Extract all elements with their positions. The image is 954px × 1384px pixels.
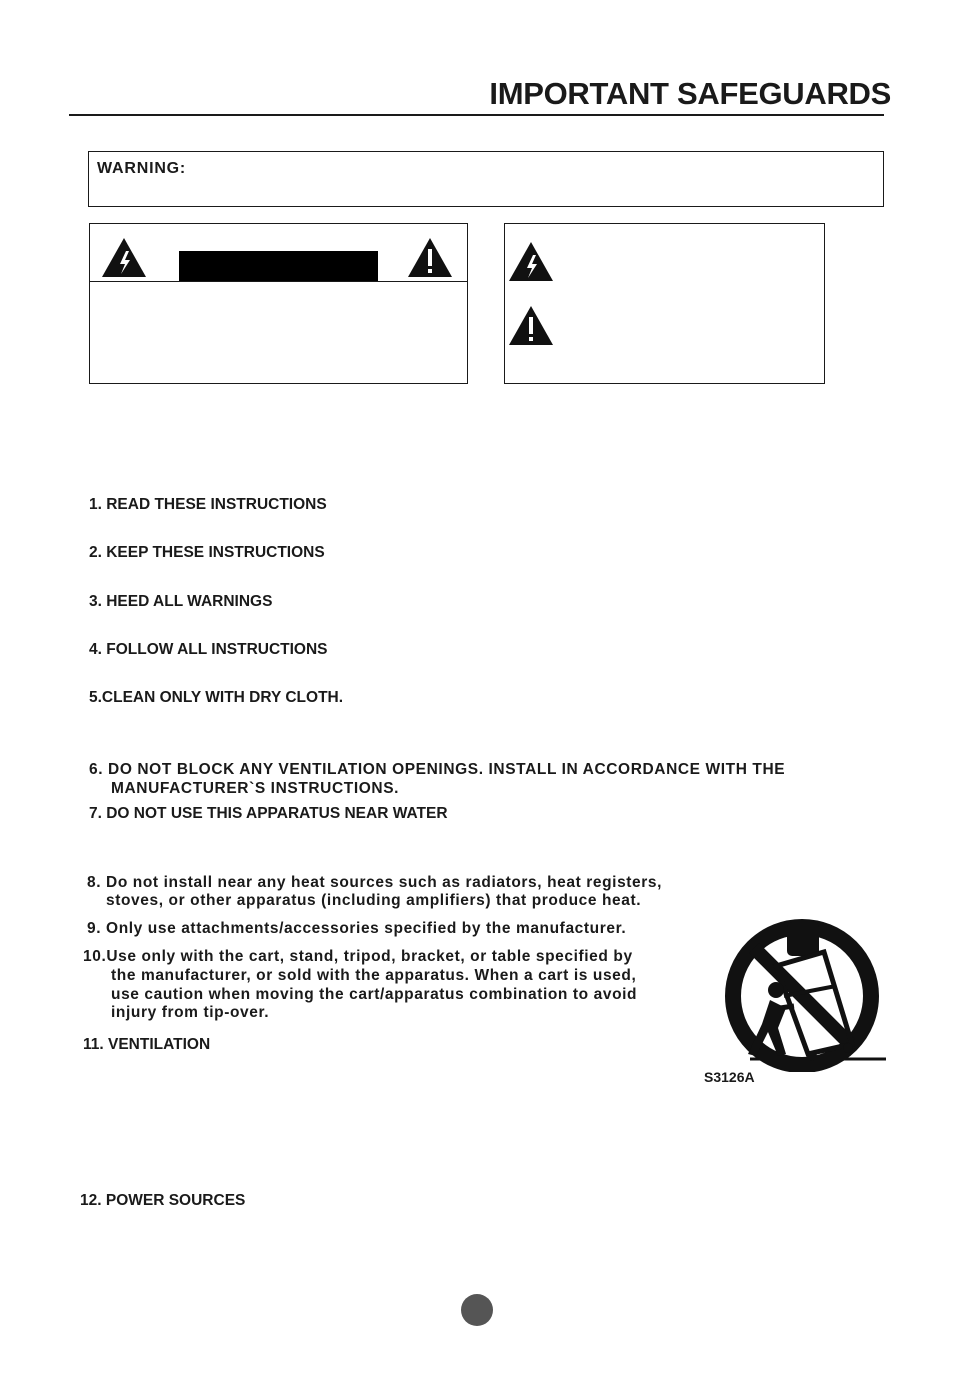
cart-tip-over-warning-icon (724, 916, 888, 1072)
caution-box (89, 223, 468, 384)
instruction-12: 12. POWER SOURCES (80, 1192, 246, 1209)
instruction-9: 9. Only use attachments/accessories specified by the manufacturer. (87, 920, 627, 937)
instruction-1: 1. READ THESE INSTRUCTIONS (89, 496, 327, 513)
instruction-7: 7. DO NOT USE THIS APPARATUS NEAR WATER (89, 805, 448, 822)
exclamation-triangle-icon (407, 236, 453, 278)
instruction-10-line2: the manufacturer, or sold with the apparatus. When a cart is used, (111, 967, 637, 984)
instruction-4: 4. FOLLOW ALL INSTRUCTIONS (89, 641, 328, 658)
warning-box (88, 151, 884, 207)
instruction-10-line1: 10.Use only with the cart, stand, tripod, bracket, or table specified by (83, 948, 633, 965)
cart-symbol-code: S3126A (704, 1069, 755, 1085)
instruction-3: 3. HEED ALL WARNINGS (89, 593, 273, 610)
page-title: IMPORTANT SAFEGUARDS (489, 76, 891, 111)
title-rule (69, 114, 884, 116)
exclamation-triangle-icon (508, 304, 554, 346)
instruction-10-line4: injury from tip-over. (111, 1004, 270, 1021)
instruction-8-line2: stoves, or other apparatus (including amplifiers) that produce heat. (106, 892, 642, 909)
instruction-6-line2: MANUFACTURER`S INSTRUCTIONS. (111, 780, 400, 797)
instruction-8-line1: 8. Do not install near any heat sources such as radiators, heat registers, (87, 874, 663, 891)
lightning-bolt-triangle-icon (508, 240, 554, 282)
instruction-6-line1: 6. DO NOT BLOCK ANY VENTILATION OPENINGS. INSTALL IN ACCORDANCE WITH THE (89, 761, 786, 778)
page-number-marker (461, 1294, 493, 1326)
instruction-5: 5.CLEAN ONLY WITH DRY CLOTH. (89, 689, 344, 706)
lightning-bolt-triangle-icon (101, 236, 147, 278)
caution-label-bar (179, 251, 378, 281)
instruction-10-line3: use caution when moving the cart/apparatus combination to avoid (111, 986, 638, 1003)
instruction-11: 11. VENTILATION (83, 1036, 211, 1053)
instruction-2: 2. KEEP THESE INSTRUCTIONS (89, 544, 325, 561)
caution-divider (90, 281, 467, 282)
warning-label: WARNING: (97, 160, 187, 177)
symbol-explanation-box (504, 223, 825, 384)
